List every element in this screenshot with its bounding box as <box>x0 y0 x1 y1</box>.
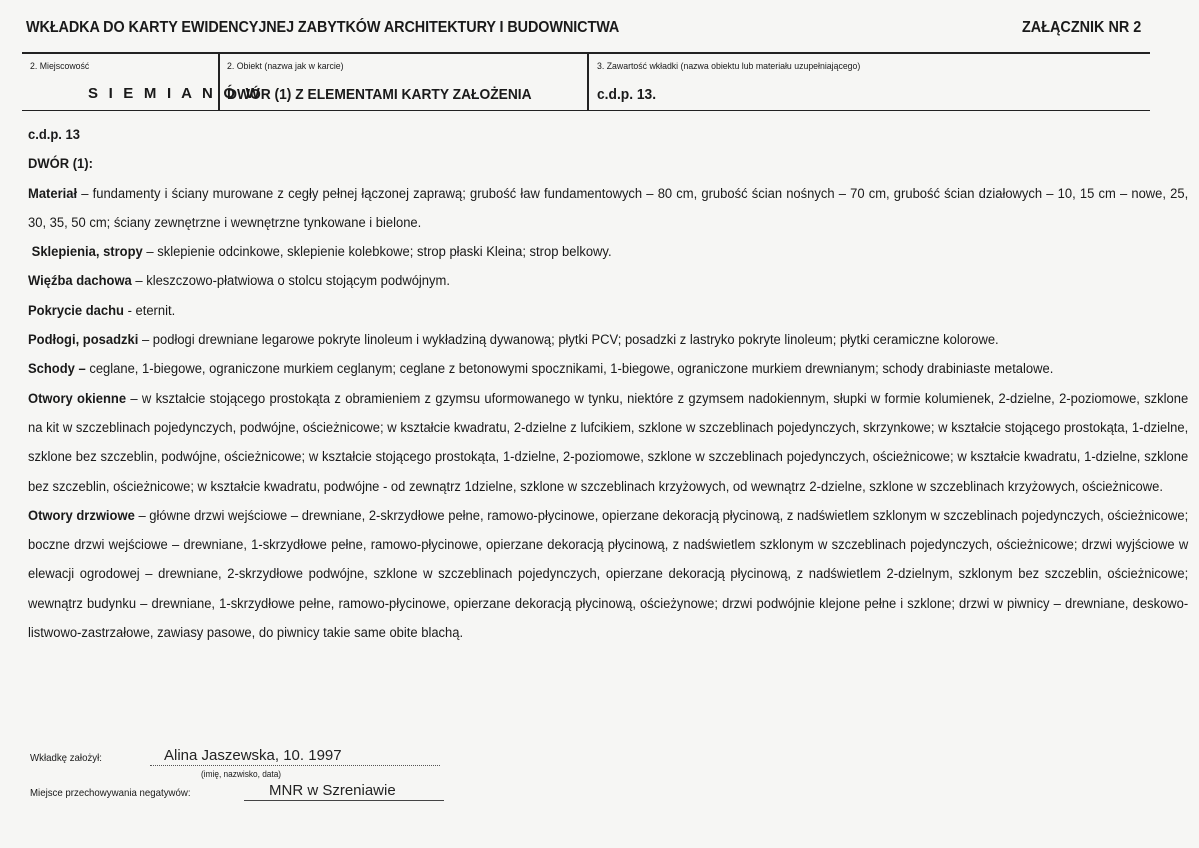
storage-value: MNR w Szreniawie <box>269 782 396 799</box>
roofing-paragraph <box>28 297 1188 326</box>
roofing-heading: Pokrycie dachu <box>28 302 124 319</box>
stairs-text: ceglane, 1-biegowe, ograniczone murkiem ceglanym; ceglane z betonowymi spocznikami, 1-biegowe, ograniczone murkiem drewnianym; schody drabiniaste metalowe. <box>89 361 1054 378</box>
roofing-text: - eternit. <box>123 302 176 319</box>
vaults-text: – sklepienie odcinkowe, sklepienie kolebkowe; strop płaski Kleina; strop belkowy. <box>142 244 612 261</box>
document-body <box>28 121 1188 648</box>
created-by-value: Alina Jaszewska, 10. 1997 <box>164 747 342 764</box>
locality-label: 2. Miejscowość <box>30 61 90 72</box>
table-top-border <box>22 52 1150 54</box>
created-by-hint: (imię, nazwisko, data) <box>201 769 282 779</box>
truss-text: – kleszczowo-płatwiowa o stolcu stojącym podwójnym. <box>131 273 450 290</box>
windows-paragraph <box>28 385 1188 502</box>
floors-heading: Podłogi, posadzki <box>28 332 139 349</box>
table-bottom-border <box>22 110 1150 111</box>
locality-value: S I E M I A N Ó W <box>88 85 263 102</box>
stairs-paragraph <box>28 355 1188 384</box>
vaults-paragraph <box>28 238 1188 267</box>
object-label: 2. Obiekt (nazwa jak w karcie) <box>227 61 344 72</box>
created-by-rule <box>150 765 440 766</box>
truss-heading: Więźba dachowa <box>28 273 132 290</box>
section-heading: DWÓR (1): <box>28 156 93 173</box>
storage-label: Miejsce przechowywania negatywów: <box>30 787 191 799</box>
material-heading: Materiał <box>28 185 78 202</box>
object-value: DWÓR (1) Z ELEMENTAMI KARTY ZAŁOŻENIA <box>227 86 532 103</box>
vaults-heading: Sklepienia, stropy <box>31 244 143 261</box>
floors-paragraph <box>28 326 1188 355</box>
created-by-label: Wkładkę założył: <box>30 752 102 764</box>
storage-rule <box>244 800 444 801</box>
stairs-heading: Schody – <box>28 361 90 378</box>
floors-text: – podłogi drewniane legarowe pokryte linoleum i wykładziną dywanową; płytki PCV; posadzki z lastryko pokryte linoleum; płytki ceramiczne kolorowe. <box>138 332 999 349</box>
material-text: – fundamenty i ściany murowane z cegły pełnej łączonej zaprawą; grubość ław fundamentowych – 80 cm, grubość ścian nośnych – 70 cm, grubość ścian działowych – 10, 15 cm – nowe, 25, 30, 35, 50 cm; ściany zewnętrzne i wewnętrzne tynkowane i bielone. <box>28 185 1189 231</box>
material-paragraph <box>28 180 1188 239</box>
annex-number: ZAŁĄCZNIK NR 2 <box>1021 19 1141 36</box>
truss-paragraph <box>28 267 1188 296</box>
contents-label: 3. Zawartość wkładki (nazwa obiektu lub materiału uzupełniającego) <box>597 61 861 72</box>
table-divider-2 <box>587 53 589 110</box>
continuation-line: c.d.p. 13 <box>28 127 80 143</box>
windows-text: – w kształcie stojącego prostokąta z obramieniem z gzymsu uformowanego w tynku, niektóre z gzymsem nadokiennym, słupki w formie kolumienek, 2-dzielne, 2-poziomowe, szklone na kit w szczeblinach pojedynczych, podwójne, ościeżnicowe; w kształcie kwadratu, 2-dzielne z lufcikiem, szklone w szczeblinach pojedynczych, skrzynkowe; w kształcie stojącego prostokąta, 1-dzielne, szklone bez szczeblin, podwójne, ościeżnicowe; w kształcie stojącego prostokąta, 1-dzielne, 2-poziomowe, szklone w szczeblinach pojedynczych, ościeżnicowe; w kształcie kwadratu, 1-dzielne, szklone bez szczeblin, ościeżnicowe; w kształcie kwadratu, podwójne - od zewnątrz 1dzielne, szklone w szczeblinach krzyżowych, od wewnątrz 2-dzielne, szklone w szczeblinach krzyżowych, ościeżnicowe. <box>28 390 1189 495</box>
doors-text: – główne drzwi wejściowe – drewniane, 2-skrzydłowe pełne, ramowo-płycinowe, opierzane dekoracją płycinową, z nadświetlem szklonym w szczeblinach pojedynczych, ościeżnicowe; boczne drzwi wejściowe – drewniane, 1-skrzydłowe pełne, ramowo-płycinowe, opierzane dekoracją płycinową, z nadświetlem szklonym w szczeblinach pojedynczych, ościeżnicowe; drzwi wyjściowe w elewacji ogrodowej – drewniane, 2-skrzydłowe podwójne, szklone w szczeblinach pojedynczych, opierzane dekoracją płycinową, z nadświetlem 2-dzielnym, szklonym bez szczeblin, ościeżnicowe; wewnątrz budynku – drewniane, 1-skrzydłowe pełne, ramowo-płycinowe, opierzane dekoracją płycinową, ościeżynowe; drzwi podwójnie klejone pełne i szklone; drzwi w piwnicy – drewniane, deskowo-listwowo-zastrzałowe, zawiasy pasowe, do piwnicy takie same obite blachą. <box>28 507 1189 642</box>
doors-paragraph <box>28 502 1188 648</box>
doors-heading: Otwory drzwiowe <box>28 507 135 524</box>
windows-heading: Otwory okienne <box>28 390 127 407</box>
contents-value: c.d.p. 13. <box>597 86 657 103</box>
document-title: WKŁADKA DO KARTY EWIDENCYJNEJ ZABYTKÓW ARCHITEKTURY I BUDOWNICTWA <box>26 19 620 36</box>
